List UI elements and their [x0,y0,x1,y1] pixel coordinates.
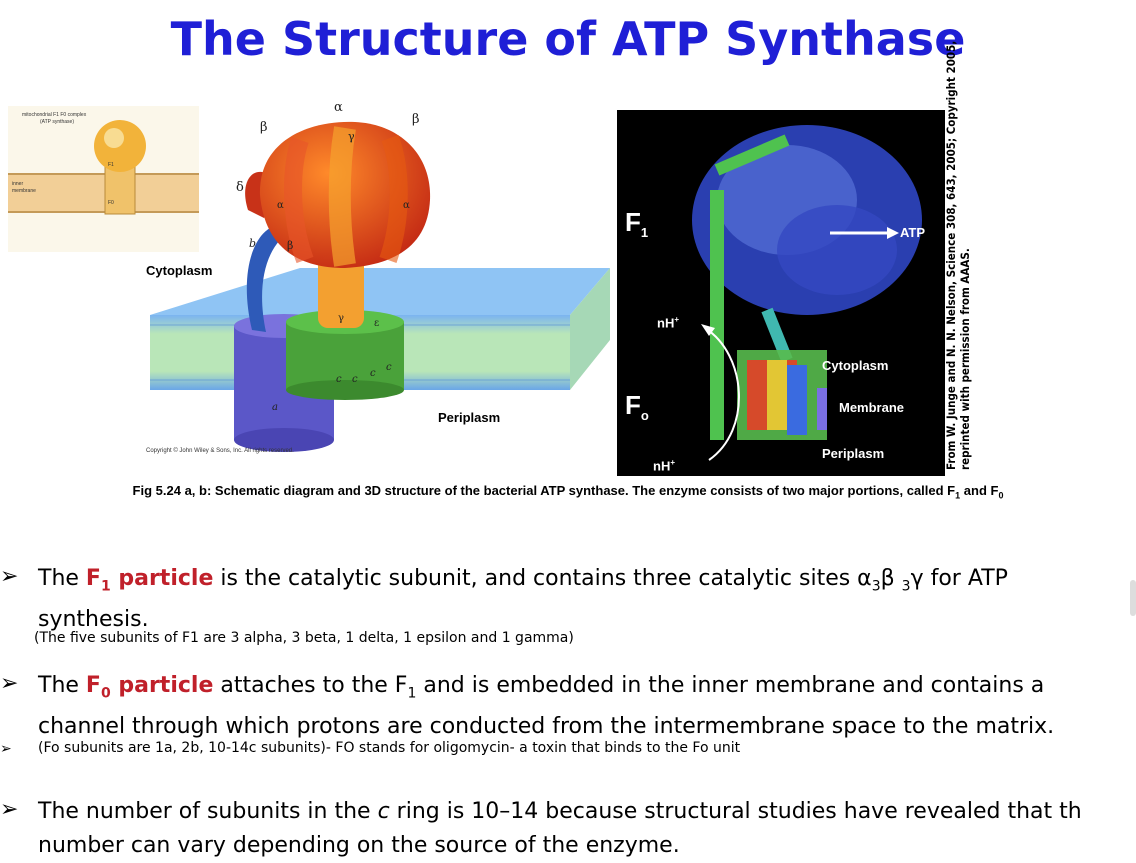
nh-bottom-text: nH [653,458,671,474]
inset-f0-label: F0 [108,200,114,206]
bullet-1-term-sub: 1 [100,578,111,595]
bullet-2-line-2: channel through which protons are conducted from the intermembrane space to the matrix. [38,714,1055,740]
label-gamma-lower: γ [338,313,344,324]
figure-caption [0,483,1136,501]
schematic-diagram [140,100,610,470]
nh-bottom-label [653,458,675,473]
structure-3d-illustration [617,110,945,476]
structure-membrane-label: Membrane [839,400,905,415]
label-c-4: c [386,362,392,373]
schematic-cytoplasm-label: Cytoplasm [146,263,213,278]
nh-top-label [657,315,679,330]
label-alpha-right: α [403,200,410,211]
fo-letter: F [625,390,641,420]
f1-letter: F [625,207,641,237]
bullet-arrow-2-note: ➢ [0,740,12,756]
page-title: The Structure of ATP Synthase [170,12,966,66]
nh-bottom-plus: + [670,458,676,467]
bullet-3-line-1 [38,795,1136,829]
bullet-2-term-sub: 0 [100,685,111,702]
bullet-1-sub-1: 3 [871,578,881,595]
caption-text: Fig 5.24 a, b: Schematic diagram and 3D structure of the bacterial ATP synthase. The enzyme consists of two major portions, called F [132,483,956,498]
label-alpha-left: α [277,200,284,211]
bullet-3-italic: c [377,799,390,824]
fo-sub: o [640,408,649,424]
label-epsilon: ε [374,318,380,329]
bullet-1-sub-2: 3 [901,578,911,595]
label-beta-lower: β [287,239,294,252]
inset-inner-label: inner [12,181,24,187]
bullet-2-term-rest: particle [110,673,214,698]
label-a: a [272,402,278,413]
inset-membrane-label: membrane [12,188,36,194]
bullet-arrow-1: ➢ [0,563,19,588]
caption-and: and F [960,483,999,498]
bullet-1-term-rest: particle [110,566,214,591]
f1-sub: 1 [640,225,649,241]
credit-line-2: reprinted with permission from AAAS. [958,248,972,470]
schematic-periplasm-label: Periplasm [438,410,501,425]
structure-3d-panel [617,110,945,476]
figure-credit [944,40,972,470]
bullet-1-pre: The [38,566,86,591]
label-c-1: c [336,374,342,385]
label-beta-left: β [260,120,268,135]
bullet-2-line1b: and is embedded in the inner membrane and contains a [416,673,1045,698]
bullet-arrow-3: ➢ [0,796,19,821]
bullet-1-term-letter: F [85,566,101,591]
atp-label: ATP [900,225,926,240]
bullet-1-note: (The five subunits of F1 are 3 alpha, 3 beta, 1 delta, 1 epsilon and 1 gamma) [34,630,574,646]
f1-label [625,207,648,240]
bullet-2-line-1 [38,669,1136,710]
bullet-2-term-letter: F [85,673,101,698]
label-c-3: c [370,368,376,379]
bullet-2-line1a-sub: 1 [407,685,417,702]
inset-label: mitochondrial F1 F0 complex [22,112,87,118]
bullet-1-line-1 [38,562,1136,603]
caption-sub-2: 0 [998,490,1004,501]
bullet-2-pre: The [38,673,86,698]
nh-top-text: nH [657,315,675,331]
nh-top-plus: + [674,315,680,324]
bullet-1-line1: is the catalytic subunit, and contains three catalytic sites α [213,566,872,591]
bullet-2-line1a: attaches to the F [213,673,408,698]
label-b: b [249,237,257,250]
bullet-1-mid: β [880,566,902,591]
scrollbar[interactable] [1130,580,1136,616]
inset-sublabel: (ATP synthase) [40,119,74,125]
label-delta: δ [236,180,244,195]
structure-periplasm-label: Periplasm [822,446,885,461]
structure-cytoplasm-label: Cytoplasm [822,358,889,373]
bullet-1-line-2: synthesis. [38,607,149,633]
bullet-1-end: γ for ATP [910,566,1008,591]
fo-label [625,390,649,423]
bullet-3-pre: The number of subunits in the [38,799,378,824]
inset-f1-label: F1 [108,162,114,168]
label-alpha-top: α [334,100,343,115]
credit-line-1: From W. Junge and N. N. Nelson, Science 308, 643, 2005; Copyright 2005, [944,40,958,470]
bullet-3-line1: ring is 10–14 because structural studies have revealed that th [389,799,1082,824]
bullet-1-term [85,566,214,595]
bullet-arrow-2: ➢ [0,670,19,695]
caption-sub-1: 1 [955,490,961,501]
schematic-copyright: Copyright © John Wiley & Sons, Inc. All rights reserved. [146,448,294,454]
bullet-1 [38,562,1136,637]
label-c-2: c [352,374,358,385]
label-gamma-top: γ [348,130,355,143]
bullet-2-term [85,673,214,702]
label-beta-right: β [412,112,420,127]
bullet-3-line-2: number can vary depending on the source of the enzyme. [38,833,680,858]
schematic-illustration [140,100,610,470]
bullet-2-note: (Fo subunits are 1a, 2b, 10-14c subunits)- FO stands for oligomycin- a toxin that binds to the Fo unit [38,740,741,756]
bullet-3 [38,795,1136,863]
bullet-2 [38,669,1136,744]
